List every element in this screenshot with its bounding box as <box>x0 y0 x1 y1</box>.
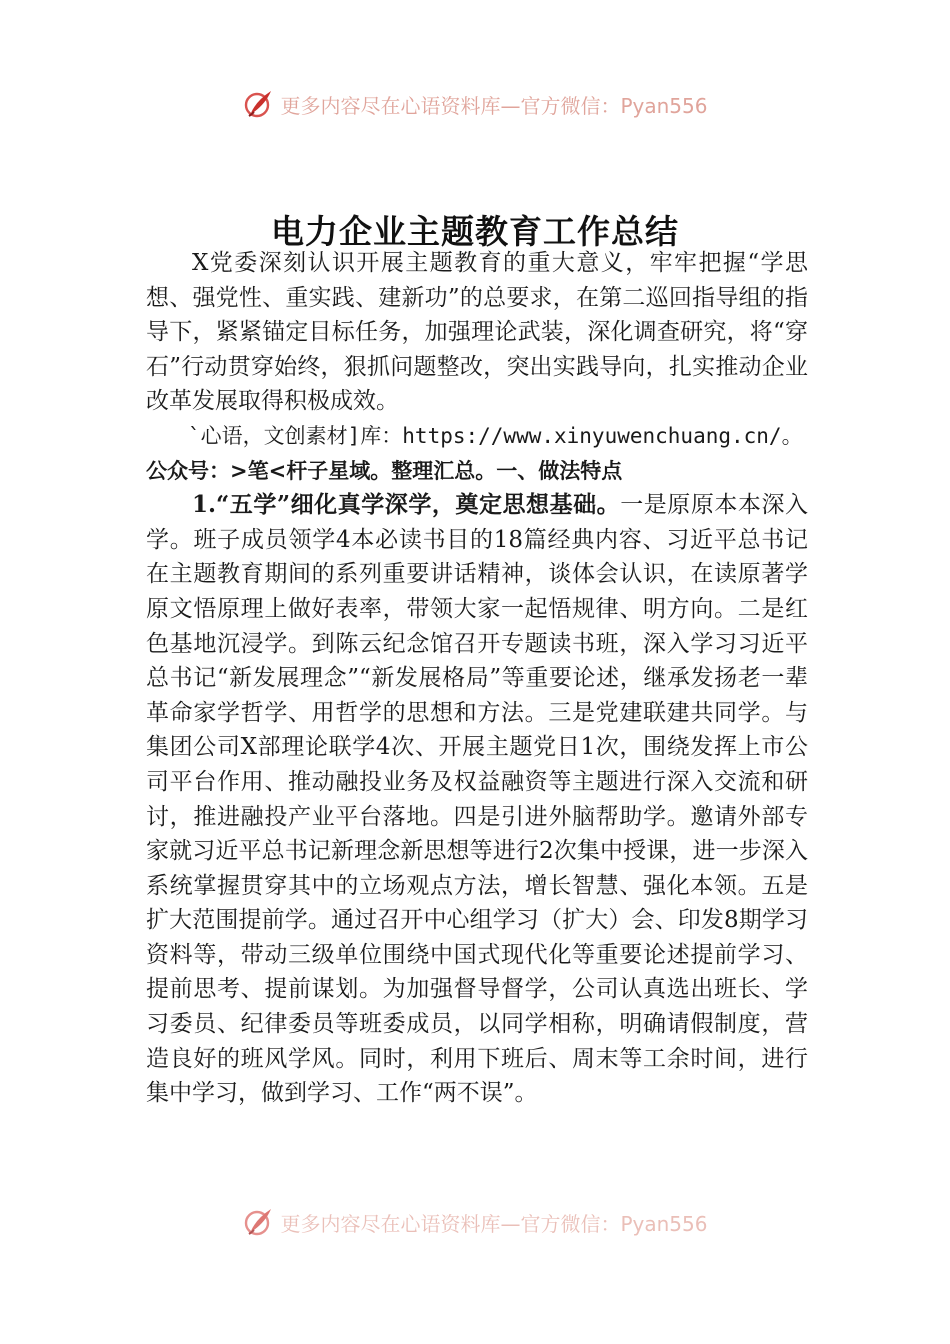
section-1-body: 一是原原本本深入学。班子成员领学4本必读书目的18篇经典内容、习近平总书记在主题教育期间的系列重要讲话精神，谈体会认识，在读原著学原文悟原理上做好表率，带领大家一起悟规律、明方向。二是红色基地沉浸学。到陈云纪念馆召开专题读书班，深入学习习近平总书记“新发展理念”“新发展格局”等重要论述，继承发扬老一辈革命家学哲学、用哲学的思想和方法。三是党建联建共同学。与集团公司X部理论联学4次、开展主题党日1次，围绕发挥上市公司平台作用、推动融投业务及权益融资等主题进行深入交流和研讨，推进融投产业平台落地。四是引进外脑帮助学。邀请外部专家就习近平总书记新理念新思想等进行2次集中授课，进一步深入系统掌握贯穿其中的立场观点方法，增长智慧、强化本领。五是扩大范围提前学。通过召开中心组学习（扩大）会、印发8期学习资料等，带动三级单位围绕中国式现代化等重要论述提前学习、提前思考、提前谋划。为加强督导督学，公司认真选出班长、学习委员、纪律委员等班委成员，以同学相称，明确请假制度，营造良好的班风学风。同时，利用下班后、周末等工余时间，进行集中学习，做到学习、工作“两不误”。 <box>146 492 808 1107</box>
brush-pen-logo-icon <box>242 1205 276 1239</box>
watermark-text: 更多内容尽在心语资料库—官方微信：Pyan556 <box>280 1211 708 1236</box>
section-1-heading: 1.“五学”细化真学深学，奠定思想基础。 <box>192 491 621 519</box>
source-notice-paragraph <box>146 419 808 488</box>
header-watermark <box>0 82 950 126</box>
document-title: 电力企业主题教育工作总结 <box>271 212 679 252</box>
footer-watermark <box>0 1200 950 1244</box>
intro-paragraph: X党委深刻认识开展主题教育的重大意义，牢牢把握“学思想、强党性、重实践、建新功”的总要求，在第二巡回指导组的指导下，紧紧锚定目标任务，加强理论武装，深化调查研究，将“穿石”行动贯穿始终，狠抓问题整改，突出实践导向，扎实推动企业改革发展取得积极成效。 <box>146 250 808 415</box>
document-body <box>146 246 808 1111</box>
source-notice-text: 公众号：>笔<杆子星域。整理汇总。一、做法特点 <box>146 458 623 483</box>
section-1-paragraph <box>146 488 808 1111</box>
watermark-text: 更多内容尽在心语资料库—官方微信：Pyan556 <box>280 93 708 118</box>
brush-pen-logo-icon <box>242 87 276 121</box>
source-notice-url: `心语，文创素材]库：https://www.xinyuwenchuang.cn/。 <box>188 423 803 448</box>
